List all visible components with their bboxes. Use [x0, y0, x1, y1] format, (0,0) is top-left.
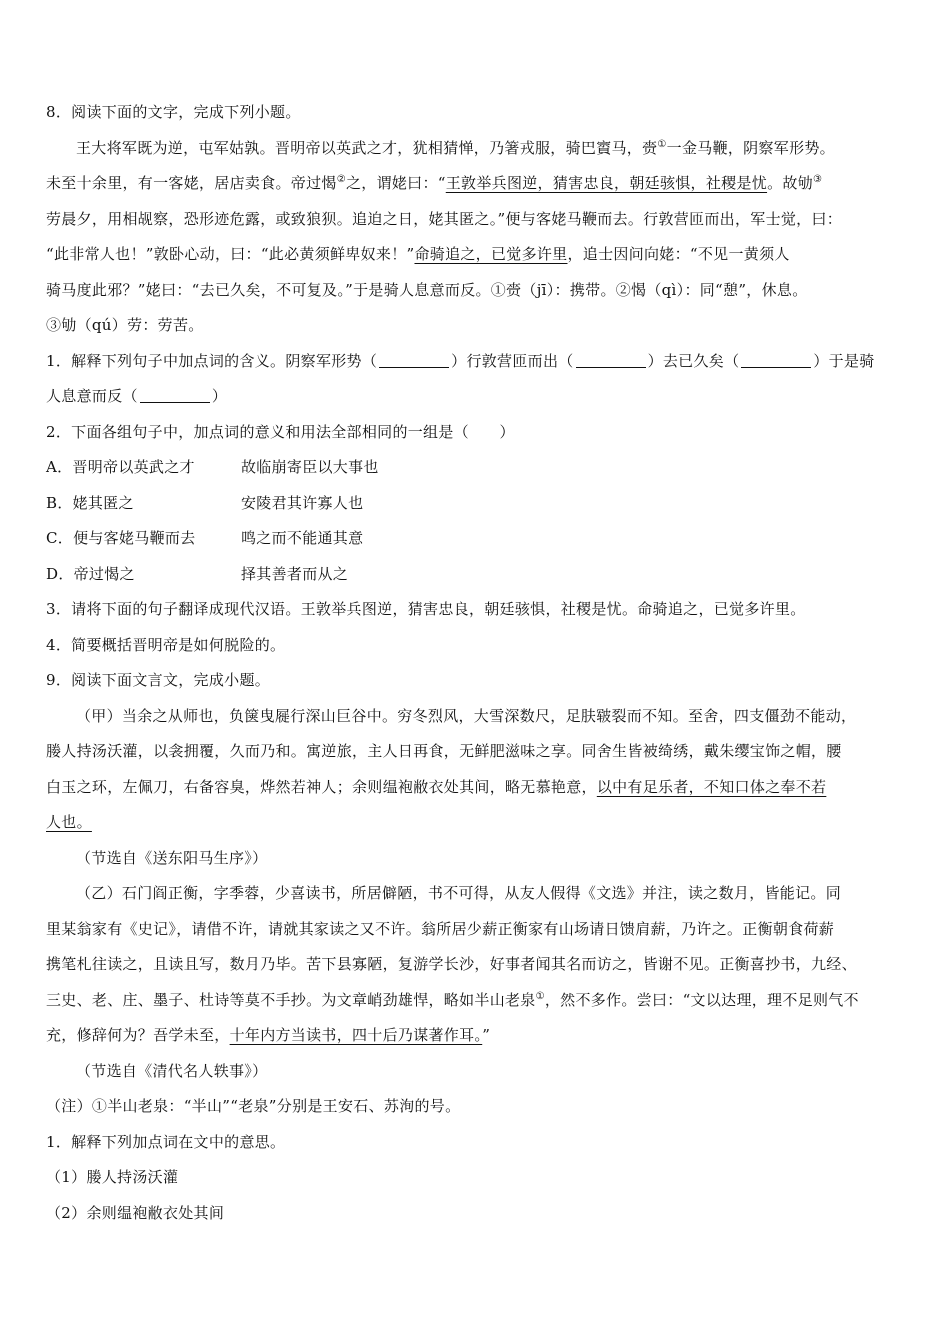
- option-left: B．姥其匿之: [46, 493, 134, 512]
- text: 充，修辞何为？吾学未至，: [46, 1026, 230, 1044]
- q9-sub1: 1．解释下列加点词在文中的意思。: [46, 1132, 286, 1151]
- q8-passage-line: 劳晨夕，用相觇察，恐形迹危露，或致狼狈。追迫之日，姥其匿之。”便与客姥马鞭而去。行敦营匝而出，军士觉，曰：: [46, 209, 843, 228]
- footnote-mark: ①: [535, 990, 545, 1002]
- q8-passage-line: [46, 166, 908, 202]
- q9-passage-line: （乙）石门阎正衡，字季蓉，少喜读书，所居僻陋，书不可得，从友人假得《文选》并注，读之数月，皆能记。同: [76, 884, 842, 902]
- answer-blank[interactable]: [379, 349, 449, 368]
- underlined-sentence: 以中有足乐者，不知口体之奉不若: [596, 777, 827, 796]
- q8-passage-line: [46, 237, 908, 273]
- option-right: 择其善者而从之: [241, 564, 349, 583]
- option-right: 故临崩寄臣以大事也: [241, 458, 379, 476]
- q9-passage-line: [46, 983, 908, 1019]
- text: 人息意而反（: [46, 387, 138, 405]
- text: ，追士因问向姥：“不见一黄须人: [567, 245, 790, 263]
- underlined-sentence: 命骑追之，已觉多许里: [414, 245, 568, 263]
- text: 。故劬: [767, 174, 813, 192]
- q9-passage-line: 携笔札往读之，且读且写，数月乃毕。苦下县寡陋，复游学长沙，好事者闻其名而访之，皆谢不见。正衡喜抄书，九经、: [46, 955, 857, 973]
- option-left: D．帝过愒之: [46, 564, 135, 583]
- footnote-mark: ②: [336, 174, 346, 185]
- footnote-mark: ③: [812, 174, 823, 185]
- text: ）: [211, 387, 228, 405]
- text: ，然不多作。尝曰：“文以达理，理不足则气不: [544, 990, 859, 1009]
- text: “此非常人也！”敦卧心动，曰：“此必黄须鲜卑奴来！”: [46, 245, 415, 263]
- q8-sub2: 2．下面各组句子中，加点词的意义和用法全部相同的一组是（ ）: [46, 422, 515, 441]
- q8-footnote-line: ③劬（qú）劳：劳苦。: [46, 316, 204, 334]
- option-c[interactable]: [46, 521, 908, 557]
- q9-item: （2）余则缊袍敝衣处其间: [46, 1203, 225, 1222]
- option-d[interactable]: [46, 557, 908, 593]
- q8-sub1: [46, 344, 908, 380]
- text: 未至十余里，有一客姥，居店卖食。帝过愒: [46, 174, 337, 192]
- option-left: A．晋明帝以英武之才: [46, 458, 195, 476]
- q9-passage-line: [46, 1018, 908, 1054]
- q9-item: （1）媵人持汤沃灌: [46, 1168, 179, 1186]
- option-right: 鸣之而不能通其意: [241, 529, 364, 547]
- option-left: C．便与客姥马鞭而去: [46, 529, 196, 547]
- q8-sub4: 4．简要概括晋明帝是如何脱险的。: [46, 635, 286, 654]
- q8-passage-line: [46, 131, 908, 167]
- text: 白玉之环，左佩刀，右备容臭，烨然若神人；余则缊袍敝衣处其间，略无慕艳意，: [46, 777, 597, 796]
- underlined-sentence: 王敦举兵图逆，猜害忠良，朝廷骇惧，社稷是忧: [445, 174, 768, 192]
- q9-title: 9．阅读下面文言文，完成小题。: [46, 671, 271, 689]
- q9-source: （节选自《清代名人轶事》）: [76, 1061, 268, 1080]
- document-page: [46, 95, 908, 1231]
- text: ）于是骑: [813, 351, 875, 370]
- text: ）去已久矣（: [647, 351, 740, 370]
- q8-sub1-cont: [46, 379, 908, 415]
- text: ）行敦营匝而出（: [451, 351, 574, 370]
- text: 三史、老、庄、墨子、杜诗等莫不手抄。为文章峭劲雄悍，略如半山老泉: [46, 990, 536, 1009]
- footnote-mark: ①: [657, 138, 667, 150]
- text: 王大将军既为逆，屯军姑孰。晋明帝以英武之才，犹相猜惮，乃箸戎服，骑巴賨马，赍: [76, 138, 658, 157]
- answer-blank[interactable]: [576, 349, 646, 368]
- q8-title: 8．阅读下面的文字，完成下列小题。: [46, 103, 301, 121]
- text: 一金马鞭，阴察军形势。: [666, 138, 835, 157]
- q9-passage-line: [46, 770, 908, 806]
- text: 1．解释下列句子中加点词的含义。阴察军形势（: [46, 351, 378, 370]
- q8-passage-line: 骑马度此邪？”姥曰：“去已久矣，不可复及。”于是骑人息意而反。①赍（jī）：携带。②愒（qì）：同“憩”，休息。: [46, 280, 808, 299]
- option-a[interactable]: [46, 450, 908, 486]
- underlined-sentence: 人也。: [46, 813, 92, 831]
- text: 之，谓姥曰：“: [345, 174, 446, 192]
- answer-blank[interactable]: [741, 349, 811, 368]
- q9-passage-line: （甲）当余之从师也，负箧曳屣行深山巨谷中。穷冬烈风，大雪深数尺，足肤皲裂而不知。至舍，四支僵劲不能动，: [76, 706, 857, 725]
- q9-source: （节选自《送东阳马生序》）: [76, 848, 268, 867]
- answer-blank[interactable]: [140, 384, 210, 403]
- q9-passage-line: [46, 805, 908, 841]
- q8-sub3: 3．请将下面的句子翻译成现代汉语。王敦举兵图逆，猜害忠良，朝廷骇惧，社稷是忧。命骑追之，已觉多许里。: [46, 600, 806, 618]
- q9-passage-line: 媵人持汤沃灌，以衾拥覆，久而乃和。寓逆旅，主人日再食，无鲜肥滋味之享。同舍生皆被绮绣，戴朱缨宝饰之帽，腰: [46, 742, 842, 760]
- q9-passage-line: 里某翁家有《史记》，请借不许，请就其家读之又不许。翁所居少薪正衡家有山场请日馈肩薪，乃许之。正衡朝食荷薪: [46, 919, 835, 938]
- text: ”: [482, 1026, 491, 1044]
- option-right: 安陵君其许寡人也: [241, 493, 364, 512]
- option-b[interactable]: [46, 486, 908, 522]
- q9-note: （注）①半山老泉：“半山”“老泉”分别是王安石、苏洵的号。: [46, 1097, 461, 1115]
- underlined-sentence: 十年内方当读书，四十后乃谋著作耳。: [229, 1026, 483, 1044]
